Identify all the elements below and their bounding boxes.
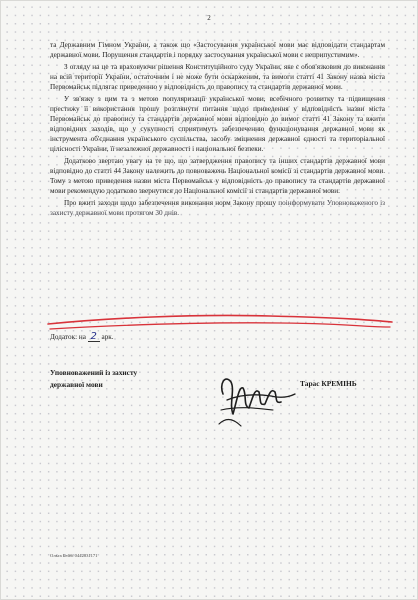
paragraph-5-lead: Про вжиті заходи щодо забезпечення виконання норм Закону прошу: [64, 199, 279, 207]
executor-note: Ольга Бейбі 0442831171: [50, 553, 98, 558]
signatory-position: [50, 367, 137, 391]
attachment-label: Додаток: на: [50, 333, 86, 341]
page-number: 2: [207, 14, 211, 22]
paragraph-1: та Державним Гімном України, а також що «Застосування української мови має відповідати стандартам державної мови. Порушення стандартів і порядку застосування української мови є неприпустимим».: [50, 41, 385, 59]
signer-name: Тарас КРЕМІНЬ: [300, 379, 357, 388]
red-pen-underline-mark: [40, 310, 400, 332]
attachment-sheet-count: 2: [88, 332, 100, 342]
position-line-1: Уповноважений із захисту: [50, 368, 138, 377]
attachment-line: [50, 332, 114, 342]
paragraph-2: З огляду на це та враховуючи рішення Конституційного суду України, яке є обов'язковим до виконання на всій території України, остаточним і не може бути оскарженим, та вимоги статті 41 Закону назва міста Первомайськ підлягає приведенню у відповідність до правопису та стандартів державної мови.: [50, 63, 385, 91]
paragraph-5: [50, 198, 385, 218]
paragraph-4: Додатково звертаю увагу на те що, що затвердження правопису та інших стандартів державної мови відповідно до статті 44 Закону належить до повноважень Національної комісії зі стандартів державної мови. Тому з метою приведення назви міста Первомайськ у відповідність до правопису та стандартів державної мови рекомендую додатково звернутися до Національної комісії зі стандартів державної мови.: [50, 157, 385, 195]
letter-body: [50, 40, 385, 220]
paragraph-5-underlined: поінформувати Уповноваженого із захисту державної мови протягом 30 днів.: [50, 199, 385, 217]
position-line-2: державної мови: [50, 380, 103, 389]
paragraph-3: У зв'язку з цим та з метою популяризації української мови, всебічного розвитку та підвищення престижу її використання прошу розглянути питання щодо приведення у відповідність назви міста Первомайськ до правопису та стандартів державної мови відповідно до вимог статті 41 Закону та вжити відповідних заходів, що у сукупності сприятимуть забезпеченню функціонування державної мови як інструмента об'єднання українського суспільства, засобу зміцнення державної єдності та територіальної цілісності України, її незалежної державності і національної безпеки.: [50, 95, 385, 153]
handwritten-signature: [205, 360, 305, 432]
attachment-suffix: арк.: [101, 333, 114, 341]
